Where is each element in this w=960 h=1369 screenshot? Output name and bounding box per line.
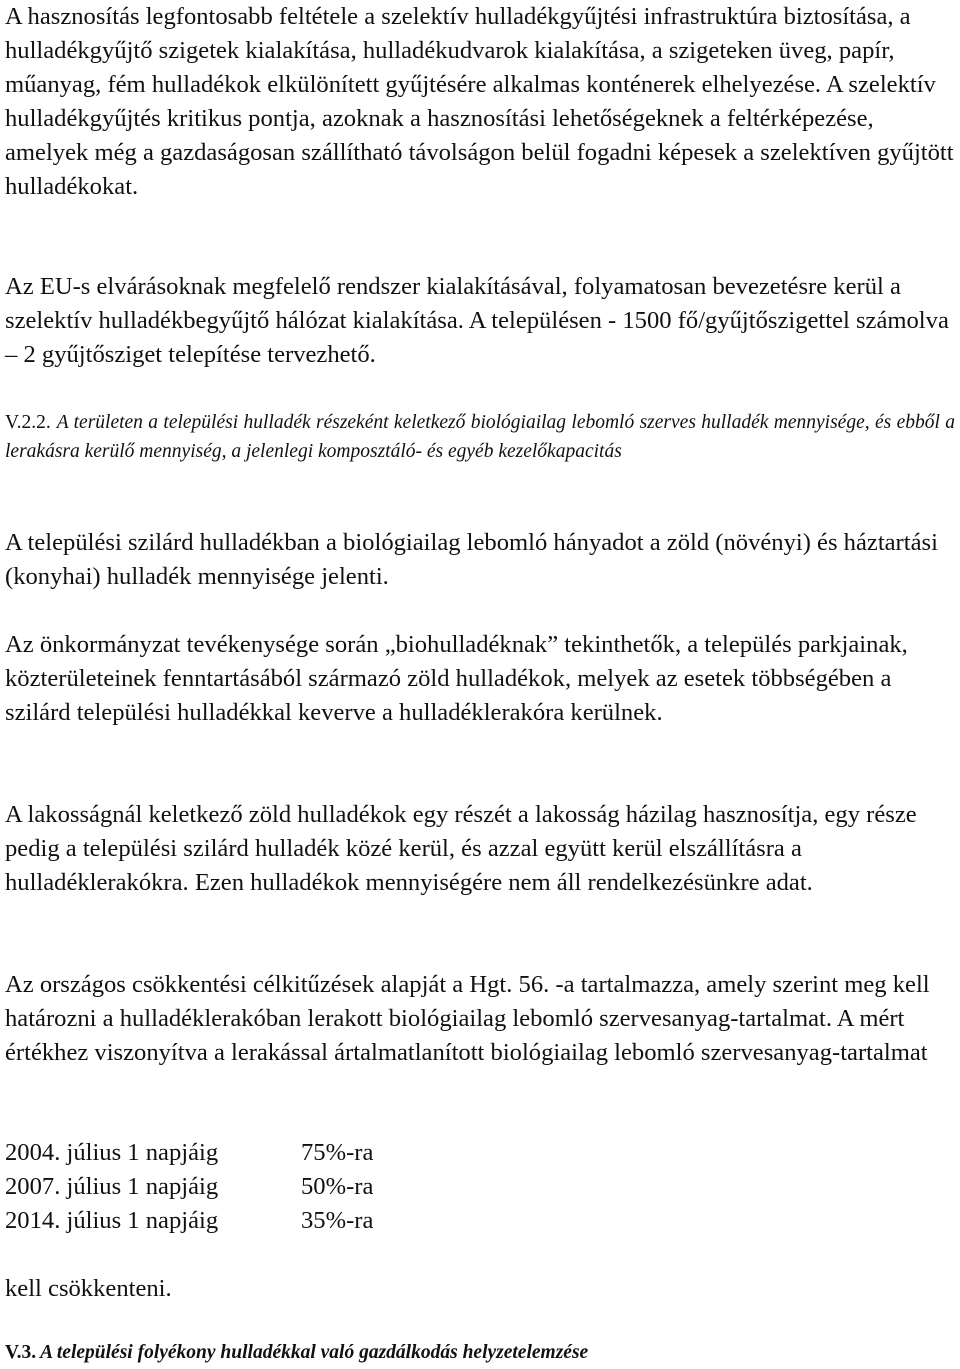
section-title: A települési folyékony hulladékkal való gazdálkodás helyzetelemzése (40, 1342, 589, 1363)
paragraph-reduction-targets: Az országos csökkentési célkitűzések alapját a Hgt. 56. -a tartalmazza, amely szerint meg kell határozni a hulladéklerakóban lerakott biológiailag lebomló szervesanyag-tartalmat. A mért értékhez viszonyítva a lerakással ártalmatlanított biológiailag lebomló szervesanyag-tartalmat (5, 971, 930, 1066)
target-date: 2014. július 1 napjáig (5, 1207, 219, 1234)
paragraph-household-green-waste: A lakosságnál keletkező zöld hulladékok egy részét a lakosság házilag hasznosítja, egy része pedig a települési szilárd hulladék közé kerül, és azzal együtt kerül elszállításra a hulladéklerakókra. Ezen hulladékok mennyiségére nem áll rendelkezésünkre adat. (5, 801, 917, 896)
section-heading-v222 (5, 408, 955, 466)
paragraph-municipality-green-waste: Az önkormányzat tevékenysége során „biohulladéknak” tekinthetők, a település parkjainak, közterületeinek fenntartásából származó zöld hulladékok, melyek az esetek többségében a szilárd települési hulladékkal keverve a hulladéklerakóra kerülnek. (5, 631, 908, 726)
reduction-targets-list (5, 1136, 373, 1238)
target-row (5, 1170, 373, 1204)
target-value: 75%-ra (301, 1139, 374, 1166)
target-row (5, 1136, 373, 1170)
target-row (5, 1204, 373, 1238)
paragraph-closing: kell csökkenteni. (5, 1275, 172, 1302)
paragraph-eu-requirements: Az EU-s elvárásoknak megfelelő rendszer kialakításával, folyamatosan bevezetésre kerül a szelektív hulladékbegyűjtő hálózat kialakítása. A településen - 1500 fő/gyűjtőszigettel számolva – 2 gyűjtősziget telepítése tervezhető. (5, 273, 949, 368)
target-value: 50%-ra (301, 1173, 374, 1200)
target-date: 2007. július 1 napjáig (5, 1173, 219, 1200)
section-number: V.2.2. (5, 412, 51, 433)
target-date: 2004. július 1 napjáig (5, 1139, 219, 1166)
paragraph-biodegradable-share: A települési szilárd hulladékban a biológiailag lebomló hányadot a zöld (növényi) és háztartási (konyhai) hulladék mennyisége jelenti. (5, 529, 938, 590)
target-value: 35%-ra (301, 1207, 374, 1234)
section-heading-v3 (5, 1339, 588, 1367)
paragraph-infrastructure: A hasznosítás legfontosabb feltétele a szelektív hulladékgyűjtési infrastruktúra biztosítása, a hulladékgyűjtő szigetek kialakítása, hulladékudvarok kialakítása, a szigeteken üveg, papír, műanyag, fém hulladékok elkülönített gyűjtésére alkalmas konténerek elhelyezése. A szelektív hulladékgyűjtés kritikus pontja, azoknak a hasznosítási lehetőségeknek a feltérképezése, amelyek még a gazdaságosan szállítható távolságon belül fogadni képesek a szelektíven gyűjtött hulladékokat. (5, 3, 954, 200)
section-number: V.3. (5, 1342, 37, 1363)
section-title: A területen a települési hulladék részeként keletkező biológiailag lebomló szerves hulladék mennyisége, és ebből a lerakásra kerülő mennyiség, a jelenlegi komposztáló- és egyéb kezelőkapacitás (5, 412, 955, 462)
